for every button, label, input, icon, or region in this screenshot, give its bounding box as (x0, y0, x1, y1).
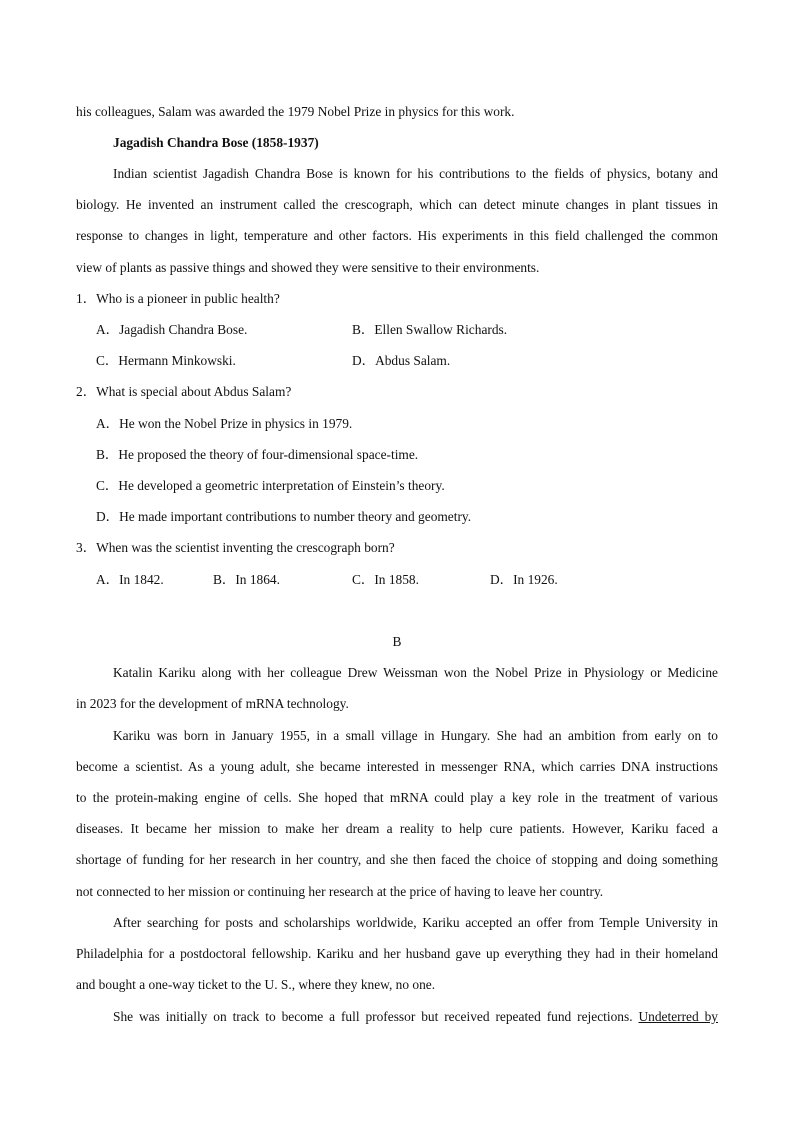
option-text: Jagadish Chandra Bose. (119, 322, 248, 337)
option-letter: C． (352, 572, 375, 587)
question-2 (76, 382, 718, 402)
option-2b (96, 445, 418, 465)
paragraph-line (76, 1007, 718, 1027)
option-letter: D． (352, 353, 376, 368)
paragraph-line: in 2023 for the development of mRNA technology. (76, 696, 349, 711)
option-1c (96, 351, 236, 371)
option-letter: C． (96, 478, 119, 493)
paragraph-line: not connected to her mission or continuing her research at the price of having to leave her country. (76, 884, 604, 899)
paragraph-line: response to changes in light, temperature and other factors. His experiments in this field challenged the common (76, 228, 718, 243)
paragraph-line: Kariku was born in January 1955, in a small village in Hungary. She had an ambition from early on to (113, 728, 718, 743)
option-3d (490, 570, 558, 590)
section-label: B (392, 634, 402, 649)
option-1a (96, 320, 247, 340)
option-text: He won the Nobel Prize in physics in 1979. (119, 416, 353, 431)
option-letter: B． (352, 322, 375, 337)
option-letter: C． (96, 353, 119, 368)
paragraph-line: to the protein-making engine of cells. She hoped that mRNA could play a key role in the treatment of various (76, 790, 718, 805)
paragraph-line: Katalin Kariku along with her colleague Drew Weissman won the Nobel Prize in Physiology or Medicine (113, 665, 718, 680)
paragraph-line: shortage of funding for her research in her country, and she then faced the choice of stopping and doing something (76, 852, 718, 867)
option-letter: D． (490, 572, 514, 587)
option-2d (96, 507, 471, 527)
question-number: 2． (76, 384, 97, 399)
option-text: In 1864. (235, 572, 280, 587)
paragraph-line: his colleagues, Salam was awarded the 1979 Nobel Prize in physics for this work. (76, 104, 515, 119)
option-letter: B． (96, 447, 119, 462)
underlined-phrase: Undeterred by (638, 1009, 718, 1024)
question-number: 3． (76, 540, 97, 555)
option-text: He made important contributions to number theory and geometry. (119, 509, 472, 524)
option-3c (352, 570, 419, 590)
paragraph-text: She was initially on track to become a full professor but received repeated fund rejections. (113, 1009, 633, 1024)
paragraph-line: biology. He invented an instrument called the crescograph, which can detect minute changes in plant tissues in (76, 197, 718, 212)
question-1 (76, 289, 718, 309)
option-text: He proposed the theory of four-dimensional space-time. (118, 447, 419, 462)
option-text: Hermann Minkowski. (118, 353, 236, 368)
paragraph-line: and bought a one-way ticket to the U. S., where they knew, no one. (76, 977, 436, 992)
option-letter: B． (213, 572, 236, 587)
option-text: In 1926. (513, 572, 558, 587)
option-text: In 1858. (374, 572, 419, 587)
option-1b (352, 320, 507, 340)
option-1d (352, 351, 450, 371)
option-text: In 1842. (119, 572, 164, 587)
option-2c (96, 476, 445, 496)
paragraph-line: view of plants as passive things and showed they were sensitive to their environments. (76, 260, 540, 275)
question-text: When was the scientist inventing the crescograph born? (96, 540, 395, 555)
paragraph-line: Philadelphia for a postdoctoral fellowship. Kariku and her husband gave up everything they had in their homeland (76, 946, 718, 961)
question-number: 1． (76, 291, 97, 306)
option-text: He developed a geometric interpretation of Einstein’s theory. (118, 478, 445, 493)
option-letter: A． (96, 416, 120, 431)
paragraph-line: After searching for posts and scholarships worldwide, Kariku accepted an offer from Temple University in (113, 915, 718, 930)
paragraph-line: diseases. It became her mission to make her dream a reality to help cure patients. However, Kariku faced a (76, 821, 718, 836)
option-3b (213, 570, 280, 590)
question-text: What is special about Abdus Salam? (96, 384, 292, 399)
paragraph-line: become a scientist. As a young adult, she became interested in messenger RNA, which carries DNA instructions (76, 759, 718, 774)
option-text: Abdus Salam. (375, 353, 451, 368)
option-letter: A． (96, 322, 120, 337)
option-text: Ellen Swallow Richards. (374, 322, 508, 337)
document-page (76, 0, 718, 1123)
question-text: Who is a pioneer in public health? (96, 291, 280, 306)
section-heading: Jagadish Chandra Bose (1858-1937) (113, 135, 319, 150)
question-3 (76, 538, 718, 558)
option-2a (96, 414, 352, 434)
option-3a (96, 570, 164, 590)
option-letter: A． (96, 572, 120, 587)
paragraph-line: Indian scientist Jagadish Chandra Bose is known for his contributions to the fields of physics, botany and (113, 166, 718, 181)
option-letter: D． (96, 509, 120, 524)
